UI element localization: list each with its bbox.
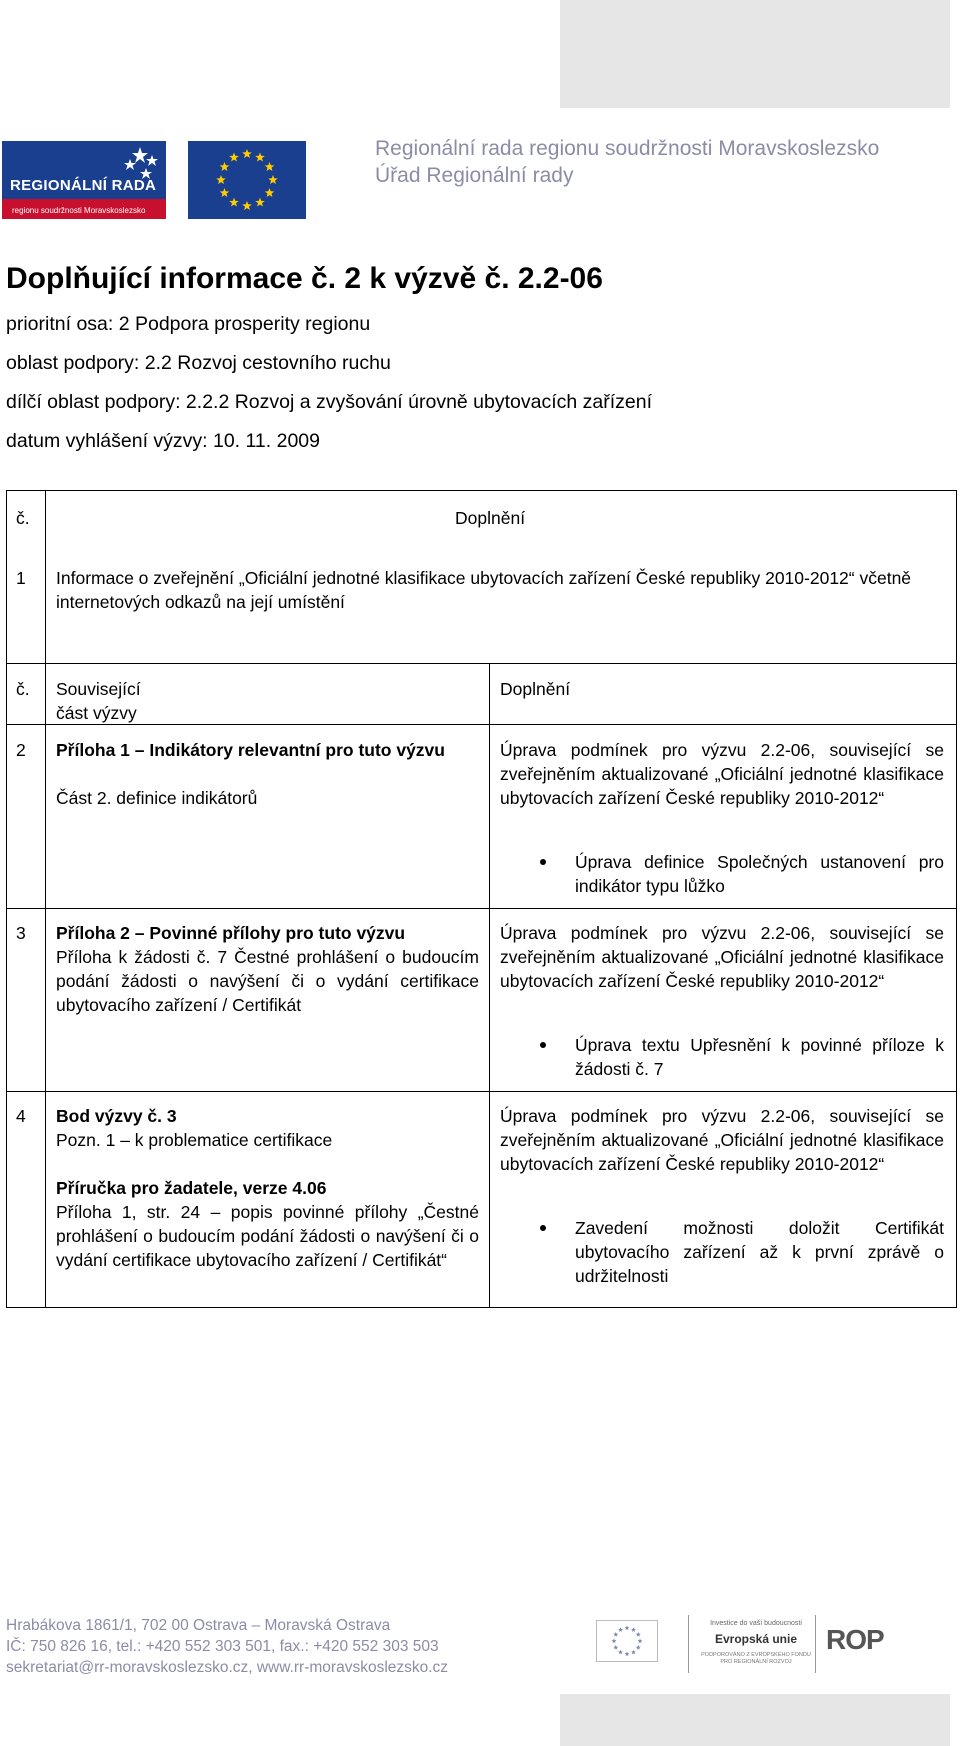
table-line — [956, 490, 957, 664]
footer-eu-small2: PODPOROVÁNO Z EVROPSKÉHO FONDU PRO REGIONÁLNÍ ROZVOJ — [701, 1652, 811, 1665]
table-row-num: 4 — [16, 1106, 26, 1126]
logo-red-band — [2, 199, 166, 219]
eu-star — [220, 162, 230, 171]
row-addition-bullet: Zavedení možnosti doložit Certifikát ubytovacího zařízení až k první zprávě o udržitelnosti — [575, 1218, 944, 1286]
footer-divider — [688, 1615, 689, 1673]
table-line — [6, 724, 956, 725]
row-addition-text: Úprava podmínek pro výzvu 2.2-06, související se zveřejněním aktualizované „Oficiální jednotné klasifikace ubytovacích zařízení České republiky 2010-2012“ — [500, 923, 944, 991]
table1-row-text: Informace o zveřejnění „Oficiální jednotné klasifikace ubytovacích zařízení České republiky 2010-2012“ včetně internetových odkazů na její umístění — [56, 568, 912, 612]
eu-star — [229, 198, 239, 207]
eu-star — [618, 1627, 623, 1632]
row-part-heading: Příloha 1 – Indikátory relevantní pro tuto výzvu — [56, 740, 445, 760]
org-office: Úřad Regionální rady — [375, 164, 574, 187]
row-part-text-2: Příloha 1, str. 24 – popis povinné přílohy „Čestné prohlášení o budoucím podání žádosti o navýšení či o vydání certifikace ubytovacího zařízení / Certifikát“ — [56, 1202, 479, 1270]
logo-rada-subtext: regionu soudržnosti Moravskoslezsko — [12, 206, 146, 215]
footer-eu-small1: Investice do vaší budoucnosti — [710, 1620, 802, 1627]
bullet-icon — [540, 859, 546, 865]
table1-row-num: 1 — [16, 568, 26, 588]
table-line — [956, 663, 957, 1308]
table-line — [6, 1091, 956, 1092]
eu-star — [613, 1645, 618, 1650]
table-row-num: 3 — [16, 923, 26, 943]
eu-star — [268, 175, 278, 184]
eu-star — [255, 152, 265, 161]
footer-address: Hrabákova 1861/1, 702 00 Ostrava – Moravská Ostrava — [6, 1617, 391, 1634]
row-addition-bullet: Úprava textu Upřesnění k povinné příloze k žádosti č. 7 — [575, 1035, 944, 1079]
eu-star — [216, 175, 226, 184]
eu-star — [255, 198, 265, 207]
eu-star — [220, 188, 230, 197]
logo-rada-text: REGIONÁLNÍ RADA — [10, 177, 157, 194]
table1-header-addition: Doplnění — [455, 508, 526, 528]
table1-header-num: č. — [16, 508, 30, 528]
table-line — [6, 1307, 956, 1308]
footer-eu-label-block — [700, 1620, 812, 1668]
meta-sub-area: dílčí oblast podpory: 2.2.2 Rozvoj a zvyšování úrovně ubytovacích zařízení — [6, 391, 653, 413]
meta-support-area: oblast podpory: 2.2 Rozvoj cestovního ruchu — [6, 352, 391, 374]
rop-logo: ROP — [826, 1624, 884, 1655]
eu-star — [636, 1645, 641, 1650]
eu-star — [618, 1650, 623, 1655]
eu-star — [636, 1632, 641, 1637]
footer-email-link[interactable]: sekretariat@rr-moravskoslezsko.cz, www.rr-moravskoslezsko.cz — [6, 1659, 449, 1676]
page-title: Doplňující informace č. 2 k výzvě č. 2.2-06 — [6, 262, 603, 295]
eu-star — [631, 1650, 636, 1655]
table-line — [6, 663, 956, 664]
row-part-heading: Příloha 2 – Povinné přílohy pro tuto výzvu — [56, 923, 406, 943]
footer-divider — [815, 1615, 816, 1673]
eu-star — [242, 149, 252, 158]
table-row-num: 2 — [16, 740, 26, 760]
table-line — [6, 490, 956, 491]
row-part-heading: Bod výzvy č. 3 — [56, 1106, 177, 1126]
table2-header-num: č. — [16, 679, 30, 699]
eu-flag-logo — [188, 141, 306, 219]
eu-star — [625, 1625, 630, 1630]
table-line — [6, 663, 7, 1308]
row-addition-text: Úprava podmínek pro výzvu 2.2-06, související se zveřejněním aktualizované „Oficiální jednotné klasifikace ubytovacích zařízení České republiky 2010-2012“ — [500, 1106, 944, 1174]
row-part-text: Pozn. 1 – k problematice certifikace — [56, 1130, 333, 1150]
bullet-icon — [540, 1042, 546, 1048]
row-part-heading-2: Příručka pro žadatele, verze 4.06 — [56, 1178, 327, 1198]
table-line — [45, 663, 46, 1308]
footer-email-web[interactable] — [6, 1659, 448, 1677]
table-line — [489, 663, 490, 1308]
header-gray-block — [560, 0, 950, 108]
meta-date: datum vyhlášení výzvy: 10. 11. 2009 — [6, 430, 320, 452]
row-part-text: Část 2. definice indikátorů — [56, 788, 258, 808]
eu-star — [638, 1638, 643, 1643]
eu-star — [229, 152, 239, 161]
footer-contact: IČ: 750 826 16, tel.: +420 552 303 501, fax.: +420 552 303 503 — [6, 1638, 439, 1655]
table-line — [6, 908, 956, 909]
footer-eu-stars-icon — [597, 1621, 657, 1661]
eu-star — [265, 162, 275, 171]
eu-star — [625, 1651, 630, 1656]
regionalni-rada-logo — [2, 141, 166, 219]
org-name: Regionální rada regionu soudržnosti Moravskoslezsko — [375, 137, 880, 160]
meta-priority-axis: prioritní osa: 2 Podpora prosperity regionu — [6, 313, 371, 335]
eu-star — [613, 1632, 618, 1637]
eu-star — [631, 1627, 636, 1632]
row-part-text: Příloha k žádosti č. 7 Čestné prohlášení o budoucím podání žádosti o navýšení či o vydání certifikace ubytovacího zařízení / Certifikát — [56, 947, 479, 1015]
row-addition-bullet: Úprava definice Společných ustanovení pro indikátor typu lůžko — [575, 852, 944, 896]
eu-star — [612, 1638, 617, 1643]
bullet-icon — [540, 1225, 546, 1231]
eu-star — [265, 188, 275, 197]
table-line — [45, 490, 46, 664]
eu-stars-icon — [188, 141, 306, 219]
footer-gray-block — [560, 1694, 950, 1746]
footer-eu-label: Evropská unie — [714, 1632, 798, 1646]
table2-header-addition: Doplnění — [500, 679, 571, 699]
table2-header-related-part: Související část výzvy — [56, 679, 141, 723]
footer-eu-flag-icon — [596, 1620, 658, 1662]
eu-star — [242, 201, 252, 210]
table-line — [6, 490, 7, 664]
row-addition-text: Úprava podmínek pro výzvu 2.2-06, související se zveřejněním aktualizované „Oficiální jednotné klasifikace ubytovacích zařízení České republiky 2010-2012“ — [500, 740, 944, 808]
